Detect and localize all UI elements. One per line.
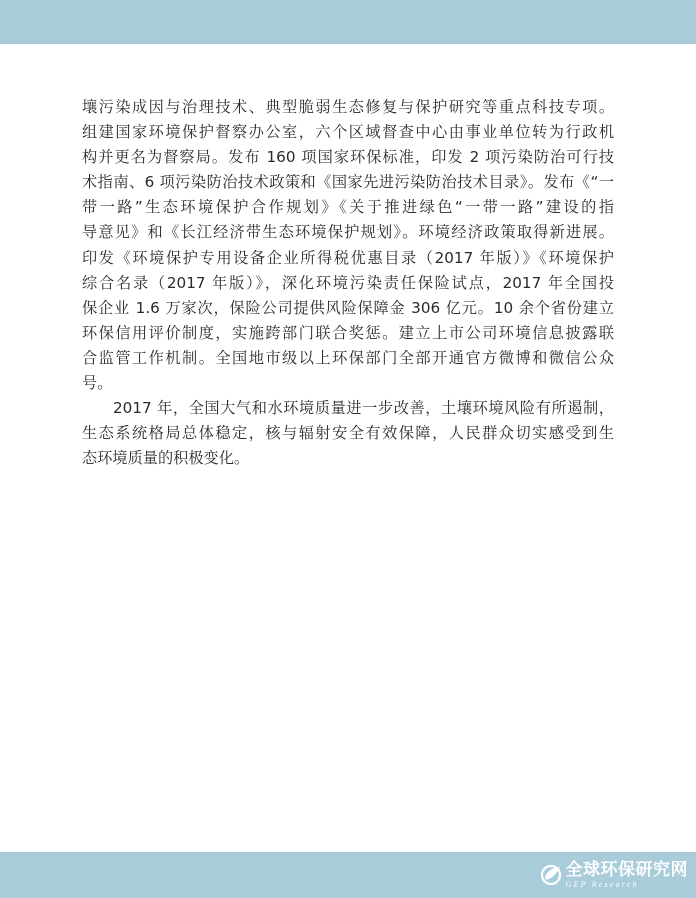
text-line: 号。 <box>82 374 113 393</box>
text-line: 保企业 1.6 万家次，保险公司提供风险保障金 306 亿元。10 余个省份建立 <box>82 298 614 317</box>
paragraph-2 <box>82 396 614 471</box>
paragraph-1 <box>82 95 614 396</box>
text-line: 组建国家环境保护督察办公室，六个区域督查中心由事业单位转为行政机 <box>82 123 614 142</box>
text-line: 导意见》和《长江经济带生态环境保护规划》。环境经济政策取得新进展。 <box>82 223 614 242</box>
text-line: 带一路”生态环境保护合作规划》《关于推进绿色“一带一路”建设的指 <box>82 198 614 217</box>
logo-text-en: GEP Research <box>565 879 639 889</box>
text-line: 2017 年，全国大气和水环境质量进一步改善，土壤环境风险有所遏制， <box>113 399 614 418</box>
text-line: 印发《环境保护专用设备企业所得税优惠目录（2017 年版）》《环境保护 <box>82 248 614 267</box>
text-line: 生态系统格局总体稳定，核与辐射安全有效保障，人民群众切实感受到生 <box>82 424 614 443</box>
globe-leaf-icon <box>539 863 563 887</box>
text-line: 环保信用评价制度，实施跨部门联合奖惩。建立上市公司环境信息披露联 <box>82 323 614 342</box>
text-line: 术指南、6 项污染防治技术政策和《国家先进污染防治技术目录》。发布《“一 <box>82 173 614 192</box>
text-line: 综合名录（2017 年版）》，深化环境污染责任保险试点，2017 年全国投 <box>82 273 614 292</box>
text-line: 合监管工作机制。全国地市级以上环保部门全部开通官方微博和微信公众 <box>82 348 614 367</box>
logo-text-cn: 全球环保研究网 <box>565 859 688 880</box>
document-body <box>82 95 614 471</box>
text-line: 态环境质量的积极变化。 <box>82 449 250 468</box>
text-line: 壤污染成因与治理技术、典型脆弱生态修复与保护研究等重点科技专项。 <box>82 98 614 116</box>
top-header-band <box>0 0 696 44</box>
text-line: 构并更名为督察局。发布 160 项国家环保标准，印发 2 项污染防治可行技 <box>82 148 614 167</box>
watermark-logo <box>539 858 689 892</box>
